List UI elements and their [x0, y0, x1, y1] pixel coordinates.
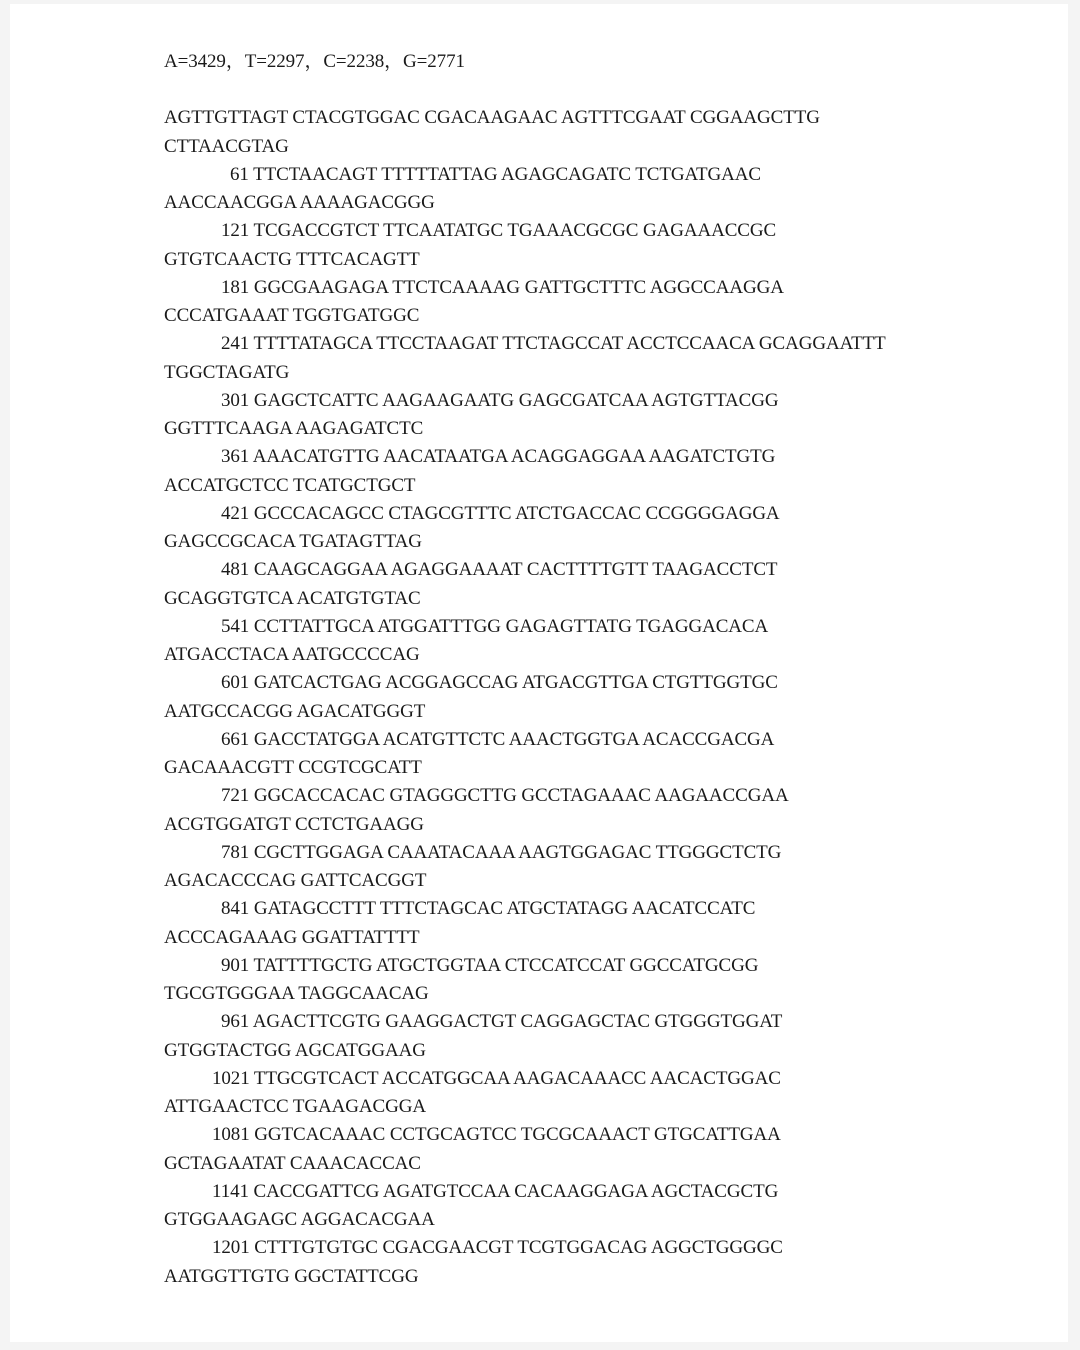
- sequence-line: 901 TATTTTGCTG ATGCTGGTAA CTCCATCCAT GGCCATGCGG: [221, 954, 759, 976]
- sequence-line: 841 GATAGCCTTT TTTCTAGCAC ATGCTATAGG AACATCCATC: [221, 898, 756, 920]
- sequence-line: 961 AGACTTCGTG GAAGGACTGT CAGGAGCTAC GTGGGTGGAT: [221, 1011, 783, 1033]
- sequence-line: GTGGAAGAGC AGGACACGAA: [164, 1209, 435, 1230]
- sequence-line: ACCATGCTCC TCATGCTGCT: [164, 474, 416, 496]
- sequence-line: 1141 CACCGATTCG AGATGTCCAA CACAAGGAGA AGCTACGCTG: [212, 1180, 779, 1202]
- sequence-line: 421 GCCCACAGCC CTAGCGTTTC ATCTGACCAC CCGGGGAGGA: [221, 502, 780, 524]
- sequence-line: AATGCCACGG AGACATGGGT: [164, 700, 426, 722]
- sequence-line: 1201 CTTTGTGTGC CGACGAACGT TCGTGGACAG AGGCTGGGGC: [212, 1237, 783, 1259]
- sequence-line: AACCAACGGA AAAAGACGGG: [164, 192, 435, 213]
- sequence-block: [164, 104, 1044, 1291]
- sequence-line: 1081 GGTCACAAAC CCTGCAGTCC TGCGCAAACT GTGCATTGAA: [212, 1124, 781, 1146]
- sequence-line: GAGCCGCACA TGATAGTTAG: [164, 531, 422, 552]
- sequence-line: ACCCAGAAAG GGATTATTTT: [164, 926, 420, 948]
- sequence-line: TGCGTGGGAA TAGGCAACAG: [164, 983, 429, 1004]
- sequence-line: ACGTGGATGT CCTCTGAAGG: [164, 813, 424, 835]
- sequence-line: GCTAGAATAT CAAACACCAC: [164, 1152, 421, 1174]
- sequence-line: GTGTCAACTG TTTCACAGTT: [164, 248, 420, 270]
- document-page: [10, 4, 1068, 1342]
- sequence-line: TGGCTAGATG: [164, 361, 290, 383]
- sequence-line: 541 CCTTATTGCA ATGGATTTGG GAGAGTTATG TGAGGACACA: [221, 615, 769, 637]
- base-counts: A=3429，T=2297，C=2238，G=2771: [164, 51, 465, 72]
- sequence-line: CTTAACGTAG: [164, 135, 289, 157]
- sequence-line: CCCATGAAAT TGGTGATGGC: [164, 305, 420, 326]
- sequence-line: 1021 TTGCGTCACT ACCATGGCAA AAGACAAACC AACACTGGAC: [212, 1067, 781, 1089]
- sequence-line: GGTTTCAAGA AAGAGATCTC: [164, 418, 424, 439]
- sequence-line: 661 GACCTATGGA ACATGTTCTC AAACTGGTGA ACACCGACGA: [221, 728, 775, 750]
- sequence-line: 481 CAAGCAGGAA AGAGGAAAAT CACTTTTGTT TAAGACCTCT: [221, 559, 778, 581]
- sequence-line: 241 TTTTATAGCA TTCCTAAGAT TTCTAGCCAT ACCTCCAACA GCAGGAATTT: [221, 333, 886, 355]
- sequence-line: 61 TTCTAACAGT TTTTTATTAG AGAGCAGATC TCTGATGAAC: [230, 163, 761, 185]
- sequence-line: ATGACCTACA AATGCCCCAG: [164, 644, 420, 665]
- sequence-line: ATTGAACTCC TGAAGACGGA: [164, 1096, 426, 1117]
- sequence-line: GTGGTACTGG AGCATGGAAG: [164, 1039, 426, 1061]
- sequence-line: AGTTGTTAGT CTACGTGGAC CGACAAGAAC AGTTTCGAAT CGGAAGCTTG: [164, 107, 820, 129]
- sequence-line: GACAAACGTT CCGTCGCATT: [164, 757, 422, 778]
- sequence-line: 121 TCGACCGTCT TTCAATATGC TGAAACGCGC GAGAAACCGC: [221, 220, 777, 242]
- sequence-line: 601 GATCACTGAG ACGGAGCCAG ATGACGTTGA CTGTTGGTGC: [221, 672, 778, 694]
- sequence-line: 361 AAACATGTTG AACATAATGA ACAGGAGGAA AAGATCTGTG: [221, 446, 776, 468]
- document-content: [164, 48, 1044, 1291]
- sequence-line: 781 CGCTTGGAGA CAAATACAAA AAGTGGAGAC TTGGGCTCTG: [221, 841, 782, 863]
- sequence-line: 301 GAGCTCATTC AAGAAGAATG GAGCGATCAA AGTGTTACGG: [221, 389, 779, 411]
- sequence-line: 181 GGCGAAGAGA TTCTCAAAAG GATTGCTTTC AGGCCAAGGA: [221, 276, 784, 298]
- sequence-line: AATGGTTGTG GGCTATTCGG: [164, 1265, 419, 1287]
- sequence-line: GCAGGTGTCA ACATGTGTAC: [164, 587, 421, 609]
- sequence-line: AGACACCCAG GATTCACGGT: [164, 870, 427, 891]
- sequence-line: 721 GGCACCACAC GTAGGGCTTG GCCTAGAAAC AAGAACCGAA: [221, 785, 789, 807]
